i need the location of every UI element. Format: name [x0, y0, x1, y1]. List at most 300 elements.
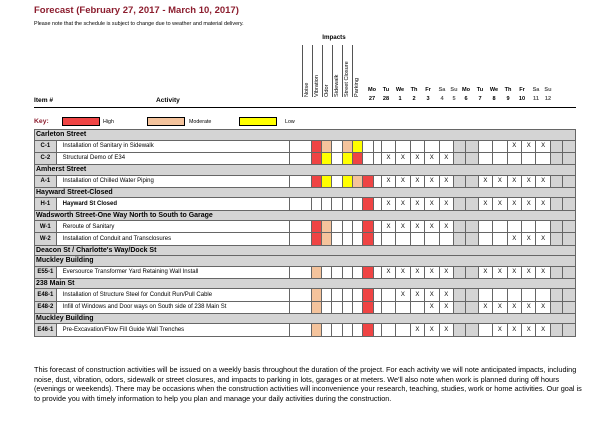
activity-name: Reroute of Sanitary [56, 221, 289, 233]
day-cell: X [439, 175, 453, 187]
page-title: Forecast (February 27, 2017 - March 10, 2017) [34, 5, 239, 16]
item-code: E48-2 [35, 301, 57, 313]
section-title: Muckley Building [35, 256, 576, 267]
day-cell [466, 324, 478, 336]
spacer-cell [289, 198, 311, 210]
day-of-week: Tu [382, 87, 390, 93]
impact-header-vibration: Vibration [314, 75, 320, 97]
day-cell: X [410, 289, 424, 301]
day-header [394, 86, 406, 103]
day-cell [550, 221, 562, 233]
day-date: 8 [492, 95, 496, 102]
schedule-row [35, 289, 576, 301]
day-of-week: Th [410, 87, 418, 93]
impact-cell-low [352, 140, 362, 152]
impact-cell-high [363, 301, 373, 313]
impact-cell [332, 152, 342, 164]
day-cell: X [522, 324, 536, 336]
activity-name: Installation of Sanitary in Sidewalk [56, 140, 289, 152]
impact-cell [342, 266, 352, 278]
spacer-cell [373, 233, 381, 245]
item-number-header: Item # [34, 97, 54, 104]
day-date: 9 [506, 95, 510, 102]
schedule-row [35, 198, 576, 210]
day-cell [493, 152, 507, 164]
impact-cell-moderate [321, 233, 331, 245]
day-cell [466, 289, 478, 301]
day-cell: X [381, 198, 395, 210]
impact-cell-high [363, 289, 373, 301]
activity-name: Installation of Conduit and Transclosures [56, 233, 289, 245]
day-cell [453, 152, 465, 164]
impact-cell [342, 221, 352, 233]
impact-cell [332, 221, 342, 233]
day-cell [425, 140, 439, 152]
day-cell: X [410, 198, 424, 210]
impacts-header: Impacts [322, 34, 346, 41]
spacer-cell [373, 266, 381, 278]
item-code: A-1 [35, 175, 57, 187]
spacer-cell [289, 301, 311, 313]
day-cell: X [536, 324, 550, 336]
impact-cell-low [342, 175, 352, 187]
day-cell [439, 233, 453, 245]
day-header [380, 86, 392, 103]
day-cell [453, 266, 465, 278]
day-cell [563, 233, 576, 245]
day-cell: X [536, 266, 550, 278]
key-low-label: Low [285, 119, 295, 125]
section-row [35, 256, 576, 267]
day-of-week: Th [504, 87, 512, 93]
activity-name: Pre-Excavation/Flow Fill Guide Wall Trenches [56, 324, 289, 336]
day-cell [410, 140, 424, 152]
day-cell [396, 233, 410, 245]
item-code: W-1 [35, 221, 57, 233]
activity-name: Hayward St Closed [56, 198, 289, 210]
day-cell [563, 289, 576, 301]
day-cell [466, 198, 478, 210]
day-cell: X [439, 289, 453, 301]
impact-cell [363, 140, 373, 152]
day-date: 2 [412, 95, 416, 102]
day-cell: X [396, 198, 410, 210]
schedule-row [35, 233, 576, 245]
day-cell [478, 152, 492, 164]
spacer-cell [289, 140, 311, 152]
day-cell: X [507, 198, 521, 210]
section-title: Wadsworth Street-One Way North to South to Garage [35, 210, 576, 221]
day-cell [381, 289, 395, 301]
impact-cell [332, 175, 342, 187]
section-row [35, 164, 576, 175]
day-cell: X [493, 266, 507, 278]
activity-name: Eversource Transformer Yard Retaining Wall Install [56, 266, 289, 278]
section-title: Muckley Building [35, 313, 576, 324]
day-cell: X [507, 175, 521, 187]
day-cell: X [396, 266, 410, 278]
day-cell [396, 140, 410, 152]
day-of-week: We [395, 87, 405, 93]
day-cell [453, 198, 465, 210]
day-cell [550, 233, 562, 245]
day-cell [396, 301, 410, 313]
day-date: 11 [533, 95, 539, 102]
day-cell [550, 140, 562, 152]
spacer-cell [373, 140, 381, 152]
day-header [422, 86, 434, 103]
impact-cell-high [363, 266, 373, 278]
day-cell: X [425, 221, 439, 233]
day-cell: X [536, 301, 550, 313]
day-of-week: Sa [532, 87, 540, 93]
day-cell: X [507, 266, 521, 278]
impact-cell-high [311, 152, 321, 164]
day-date: 12 [544, 95, 552, 102]
day-cell: X [381, 221, 395, 233]
day-cell: X [425, 198, 439, 210]
item-code: C-2 [35, 152, 57, 164]
impact-cell-moderate [321, 221, 331, 233]
impact-cell-high [311, 175, 321, 187]
day-cell [466, 233, 478, 245]
item-code: E55-1 [35, 266, 57, 278]
impact-cell [332, 289, 342, 301]
day-cell [396, 324, 410, 336]
impact-cell-moderate [311, 301, 321, 313]
spacer-cell [289, 324, 311, 336]
day-header [436, 86, 448, 103]
spacer-cell [289, 233, 311, 245]
day-cell: X [425, 301, 439, 313]
item-code: H-1 [35, 198, 57, 210]
day-cell: X [425, 289, 439, 301]
day-cell: X [439, 152, 453, 164]
day-cell: X [478, 198, 492, 210]
day-cell: X [536, 175, 550, 187]
day-cell: X [493, 175, 507, 187]
section-row [35, 313, 576, 324]
day-cell: X [439, 221, 453, 233]
day-header [542, 86, 554, 103]
key-high-swatch [62, 117, 100, 126]
day-cell [550, 198, 562, 210]
day-cell [493, 221, 507, 233]
day-cell: X [507, 233, 521, 245]
day-cell [493, 140, 507, 152]
day-cell: X [522, 233, 536, 245]
day-cell [478, 140, 492, 152]
day-cell [507, 289, 521, 301]
impact-cell-high [363, 198, 373, 210]
impact-cell [363, 152, 373, 164]
day-cell: X [507, 324, 521, 336]
day-cell: X [493, 324, 507, 336]
key-high-label: High [103, 119, 114, 125]
impact-cell [321, 198, 331, 210]
day-cell [536, 152, 550, 164]
day-date: 10 [518, 95, 526, 102]
section-row [35, 278, 576, 289]
impact-cell-moderate [342, 140, 352, 152]
day-cell: X [522, 175, 536, 187]
day-date: 3 [426, 95, 430, 102]
activity-name: Structural Demo of E34 [56, 152, 289, 164]
day-cell [536, 221, 550, 233]
spacer-cell [289, 289, 311, 301]
day-cell: X [396, 175, 410, 187]
impact-cell-low [321, 175, 331, 187]
day-cell [478, 233, 492, 245]
day-header [530, 86, 542, 103]
key-moderate-swatch [147, 117, 185, 126]
day-cell [466, 140, 478, 152]
impact-cell-high [363, 175, 373, 187]
day-cell: X [439, 198, 453, 210]
key-low-swatch [239, 117, 277, 126]
day-cell: X [522, 301, 536, 313]
day-cell: X [425, 152, 439, 164]
day-cell: X [396, 152, 410, 164]
impact-cell-high [363, 324, 373, 336]
day-cell: X [478, 175, 492, 187]
impact-cell-low [321, 152, 331, 164]
day-cell [466, 266, 478, 278]
day-cell: X [478, 266, 492, 278]
spacer-cell [289, 152, 311, 164]
schedule-table [34, 129, 576, 337]
day-cell [453, 175, 465, 187]
day-cell [507, 152, 521, 164]
spacer-cell [373, 301, 381, 313]
day-cell [550, 152, 562, 164]
day-cell [425, 233, 439, 245]
impact-cell [332, 140, 342, 152]
day-cell [563, 221, 576, 233]
day-cell: X [493, 301, 507, 313]
day-cell: X [381, 266, 395, 278]
day-cell [536, 289, 550, 301]
day-cell: X [507, 301, 521, 313]
day-cell: X [536, 198, 550, 210]
impact-cell [342, 233, 352, 245]
day-cell [453, 140, 465, 152]
day-of-week: Sa [438, 87, 446, 93]
day-cell [522, 221, 536, 233]
day-cell [453, 324, 465, 336]
impact-cell [311, 198, 321, 210]
impact-header-sidewalk: Sidewalk [334, 74, 340, 97]
day-header [448, 86, 460, 103]
day-cell: X [493, 198, 507, 210]
impact-cell-high [363, 233, 373, 245]
impact-cell-high [363, 221, 373, 233]
day-cell [478, 289, 492, 301]
day-cell: X [410, 175, 424, 187]
impact-cell [321, 301, 331, 313]
day-cell [563, 324, 576, 336]
day-cell: X [439, 301, 453, 313]
impact-cell [352, 198, 362, 210]
day-cell: X [522, 266, 536, 278]
impact-cell-moderate [311, 324, 321, 336]
day-date: 4 [440, 95, 444, 102]
day-cell: X [439, 324, 453, 336]
day-cell: X [522, 140, 536, 152]
day-cell [563, 198, 576, 210]
key-label: Key: [34, 118, 49, 125]
section-row [35, 210, 576, 221]
day-cell [381, 301, 395, 313]
day-cell: X [396, 221, 410, 233]
day-of-week: Fr [519, 87, 525, 93]
schedule-row [35, 140, 576, 152]
day-of-week: We [489, 87, 499, 93]
day-cell [550, 175, 562, 187]
day-cell: X [425, 266, 439, 278]
day-cell [563, 266, 576, 278]
spacer-cell [373, 324, 381, 336]
day-header [502, 86, 514, 103]
day-cell: X [507, 140, 521, 152]
day-cell: X [410, 324, 424, 336]
day-header [516, 86, 528, 103]
day-cell [466, 301, 478, 313]
day-of-week: Mo [461, 87, 471, 93]
day-header [366, 86, 378, 103]
activity-header: Activity [156, 97, 180, 104]
day-cell [478, 324, 492, 336]
impact-cell [332, 266, 342, 278]
day-cell [381, 140, 395, 152]
spacer-cell [373, 152, 381, 164]
schedule-row [35, 301, 576, 313]
day-cell [453, 221, 465, 233]
day-cell [563, 152, 576, 164]
impact-cell-moderate [321, 140, 331, 152]
day-cell: X [536, 233, 550, 245]
impact-cell [332, 324, 342, 336]
day-cell [563, 140, 576, 152]
impact-cell-low [342, 152, 352, 164]
day-cell: X [478, 301, 492, 313]
schedule-row [35, 324, 576, 336]
section-title: Deacon St / Charlotte's Way/Dock St [35, 245, 576, 256]
impact-cell-moderate [311, 266, 321, 278]
day-date: 28 [382, 95, 390, 102]
day-cell [522, 289, 536, 301]
impact-cell [342, 198, 352, 210]
day-cell: X [522, 198, 536, 210]
key-moderate-label: Moderate [189, 119, 212, 125]
impact-cell [352, 301, 362, 313]
schedule-note: Please note that the schedule is subject to change due to weather and material delivery. [34, 21, 244, 27]
activity-name: Installation of Structure Steel for Conduit Run/Pull Cable [56, 289, 289, 301]
item-code: W-2 [35, 233, 57, 245]
day-cell [478, 221, 492, 233]
impact-cell-high [311, 140, 321, 152]
impact-cell [321, 289, 331, 301]
impact-cell [342, 289, 352, 301]
impact-cell [352, 289, 362, 301]
spacer-cell [373, 289, 381, 301]
day-cell [410, 301, 424, 313]
day-cell [550, 289, 562, 301]
spacer-cell [373, 175, 381, 187]
day-cell [453, 301, 465, 313]
section-title: Carleton Street [35, 130, 576, 141]
impact-cell [342, 324, 352, 336]
day-date: 27 [368, 95, 376, 102]
day-header [408, 86, 420, 103]
item-code: E46-1 [35, 324, 57, 336]
day-cell: X [439, 266, 453, 278]
impact-cell [352, 266, 362, 278]
footer-paragraph: This forecast of construction activities will be issued on a weekly basis throughout the duration of the project. For each activity we will note anticipated impacts, including noise, dust, vibration, odors, sidewalk or street closures, and impacts to parking in lots, garages or at meters. We'll also note when work is planned during off hours (evenings or weekends). There may be occasions when the construction activities will inconvenience your research, teaching, studies, work or home activities. Our goal is to provide you with timely information to help you plan and manage your daily activities during the construction. [34, 365, 582, 403]
day-cell: X [381, 175, 395, 187]
day-cell [410, 233, 424, 245]
item-code: C-1 [35, 140, 57, 152]
impact-cell [321, 266, 331, 278]
spacer-cell [289, 266, 311, 278]
day-cell [550, 266, 562, 278]
day-of-week: Tu [476, 87, 484, 93]
day-cell [466, 175, 478, 187]
day-cell: X [536, 140, 550, 152]
day-cell: X [410, 221, 424, 233]
item-code: E48-1 [35, 289, 57, 301]
day-cell [493, 233, 507, 245]
day-cell [550, 324, 562, 336]
day-cell [550, 301, 562, 313]
section-row [35, 130, 576, 141]
day-cell: X [425, 324, 439, 336]
day-of-week: Su [450, 87, 458, 93]
section-title: Hayward Street-Closed [35, 187, 576, 198]
section-row [35, 245, 576, 256]
day-cell: X [410, 266, 424, 278]
day-cell [381, 324, 395, 336]
day-cell [522, 152, 536, 164]
day-cell [381, 233, 395, 245]
day-cell [439, 140, 453, 152]
day-of-week: Su [544, 87, 552, 93]
impact-cell [352, 324, 362, 336]
day-header [474, 86, 486, 103]
day-of-week: Fr [425, 87, 431, 93]
day-cell [507, 221, 521, 233]
day-date: 1 [398, 95, 402, 102]
spacer-cell [373, 221, 381, 233]
day-cell [563, 175, 576, 187]
section-row [35, 187, 576, 198]
section-title: 238 Main St [35, 278, 576, 289]
activity-name: Installation of Chilled Water Piping [56, 175, 289, 187]
impact-cell [321, 324, 331, 336]
spacer-cell [289, 175, 311, 187]
activity-name: Infill of Windows and Door ways on South side of 238 Main St [56, 301, 289, 313]
day-cell [466, 221, 478, 233]
impact-cell-moderate [311, 289, 321, 301]
header-rule [34, 107, 576, 108]
day-cell: X [381, 152, 395, 164]
day-header [460, 86, 472, 103]
day-cell [466, 152, 478, 164]
impact-cell [352, 233, 362, 245]
impact-header-street-closure: Street Closure [344, 61, 350, 97]
impact-cell-moderate [352, 175, 362, 187]
schedule-row [35, 175, 576, 187]
